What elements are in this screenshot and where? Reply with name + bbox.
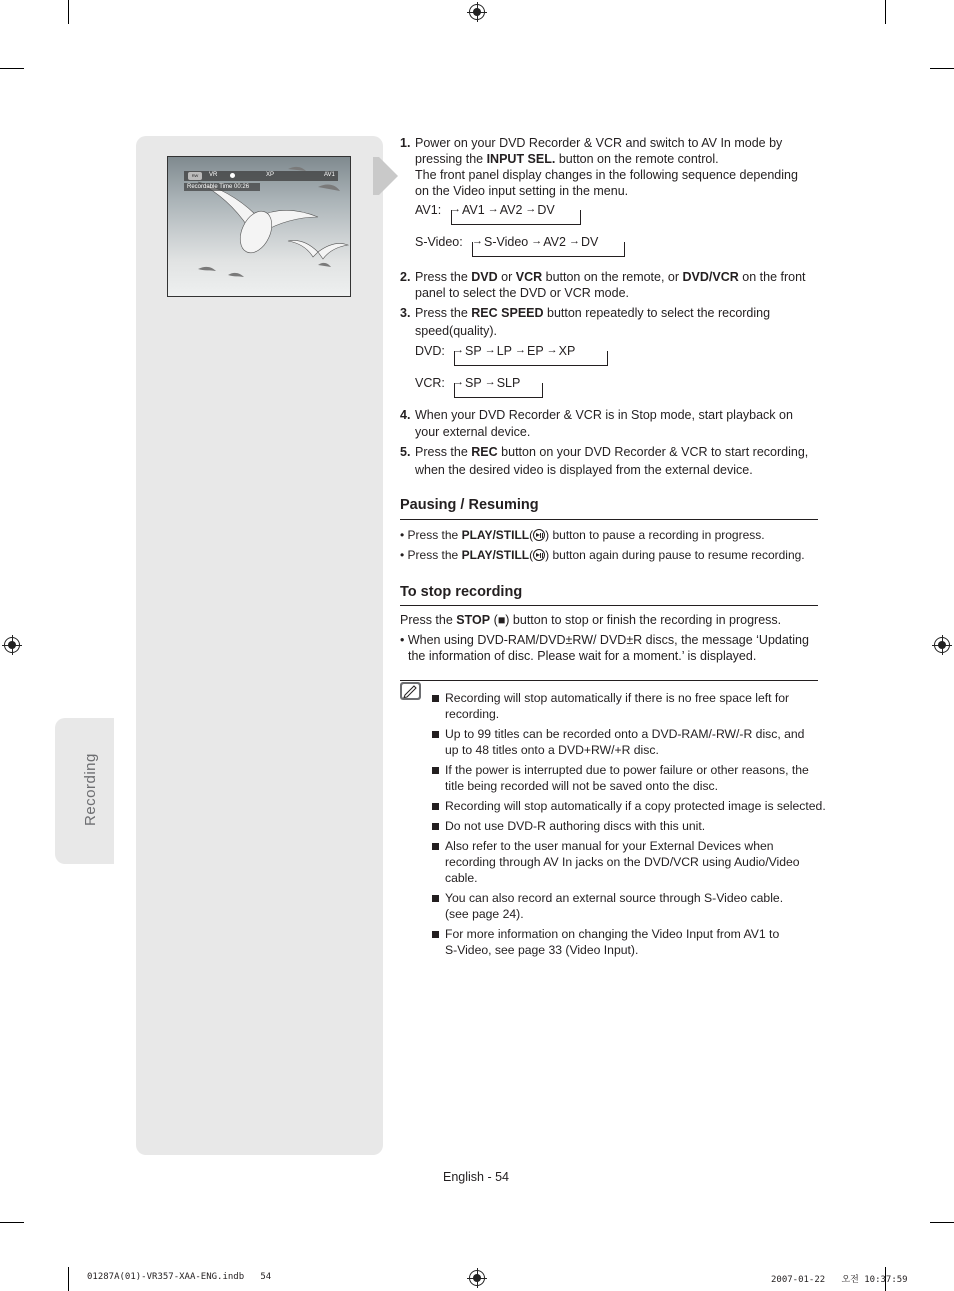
bold-term: DVD/VCR	[682, 270, 739, 284]
section-tab-label: Recording	[82, 753, 99, 826]
sequence-item: LP	[496, 344, 512, 358]
text-run: on the front	[738, 270, 806, 284]
divider	[400, 605, 818, 606]
section-heading-stop: To stop recording	[400, 584, 523, 600]
sequence-item: S-Video	[484, 235, 529, 249]
note-line: Also refer to the user manual for your External Devices when	[445, 839, 774, 853]
sequence-item: XP	[558, 344, 576, 358]
disc-icon: RW	[188, 172, 202, 180]
text-run: button on the remote control.	[555, 152, 719, 166]
pausing-bullet	[400, 527, 765, 543]
crop-mark	[68, 0, 69, 24]
bold-term: ■	[497, 613, 506, 627]
bold-term: INPUT SEL.	[486, 152, 556, 166]
bold-term: STOP	[456, 613, 491, 627]
note-line: Up to 99 titles can be recorded onto a DVD-RAM/-RW/-R disc, and	[445, 727, 805, 741]
step-4-line: When your DVD Recorder & VCR is in Stop mode, start playback on	[415, 408, 793, 422]
step-5-line: when the desired video is displayed from the external device.	[415, 463, 753, 477]
arrow-icon: →	[484, 376, 496, 388]
text-run: Power on your DVD Recorder & VCR and switch to AV In mode by	[415, 136, 783, 150]
footer-file-name: 01287A(01)-VR357-XAA-ENG.indb 54	[87, 1272, 272, 1282]
sequence-item: DV	[537, 203, 555, 217]
bold-term: REC SPEED	[471, 306, 544, 320]
divider	[400, 680, 818, 681]
bold-term: PLAY/STILL	[461, 548, 530, 562]
tv-screen-illustration	[167, 156, 351, 297]
text-run: (	[490, 613, 498, 627]
note-item	[432, 838, 827, 886]
sequence-item: SLP	[496, 376, 521, 390]
arrow-icon: →	[487, 203, 499, 215]
note-line: Do not use DVD-R authoring discs with this unit.	[445, 819, 706, 833]
crop-mark	[0, 68, 24, 69]
registration-mark-icon	[934, 637, 950, 653]
text-run: button on your DVD Recorder & VCR to start recording,	[497, 445, 809, 459]
arrow-icon: →	[453, 376, 464, 388]
note-line: S-Video, see page 33 (Video Input).	[445, 943, 639, 957]
crop-mark	[930, 1222, 954, 1223]
note-line: Recording will stop automatically if a copy protected image is selected.	[445, 799, 826, 813]
play-still-icon	[533, 529, 545, 541]
note-line: recording through AV In jacks on the DVD/VCR using Audio/Video	[445, 855, 800, 869]
loop-bracket	[454, 351, 608, 366]
note-item	[432, 890, 827, 922]
bullet-square-icon	[432, 843, 439, 850]
notes-list	[432, 690, 827, 962]
crop-mark	[885, 0, 886, 24]
arrow-icon: →	[472, 235, 483, 247]
bold-term: PLAY/STILL	[461, 528, 530, 542]
text-run: pressing the	[415, 152, 487, 166]
arrow-icon: →	[450, 203, 461, 215]
registration-mark-icon	[4, 637, 20, 653]
text-run: The front panel display changes in the following sequence depending	[415, 168, 798, 182]
step-2-line	[415, 269, 830, 285]
text-run: • Press the	[400, 548, 462, 562]
text-run: • Press the	[400, 528, 462, 542]
text-run: (	[529, 548, 534, 562]
note-line: You can also record an external source through S-Video cable.	[445, 891, 784, 905]
note-item	[432, 926, 827, 958]
seq-vcr	[415, 376, 445, 390]
play-still-icon	[533, 549, 545, 561]
note-pencil-icon	[400, 682, 421, 700]
stop-text	[400, 612, 781, 628]
page-number: English - 54	[443, 1170, 510, 1184]
text-run: Press the	[415, 270, 472, 284]
step-1-line	[415, 183, 830, 199]
step-number: 4.	[400, 408, 411, 422]
text-run: Press the	[400, 613, 457, 627]
step-1-line	[415, 151, 830, 167]
seq-av1	[415, 203, 441, 217]
bold-term: VCR	[515, 270, 543, 284]
text-run: button repeatedly to select the recording	[543, 306, 771, 320]
osd-bar	[184, 171, 338, 181]
bullet-square-icon	[432, 823, 439, 830]
step-1-line	[415, 135, 830, 151]
osd-mode: VR	[209, 172, 218, 178]
arrow-icon: →	[514, 344, 526, 356]
note-line: up to 48 titles onto a DVD+RW/+R disc.	[445, 743, 659, 757]
step-3-line	[415, 305, 770, 321]
note-line: recording.	[445, 707, 500, 721]
sequence-item: DV	[580, 235, 599, 249]
crop-mark	[930, 68, 954, 69]
stop-bullet: • When using DVD-RAM/DVD±RW/ DVD±R discs, the message ‘Updating	[400, 633, 809, 647]
text-run: ) button to stop or finish the recording in progress.	[505, 613, 782, 627]
note-item	[432, 818, 827, 834]
seq-label: AV1:	[415, 203, 442, 217]
sequence-item: AV2	[543, 235, 566, 249]
bullet-square-icon	[432, 931, 439, 938]
sequence-item: AV2	[499, 203, 523, 217]
loop-bracket	[451, 210, 581, 225]
crop-mark	[68, 1267, 69, 1291]
arrow-icon: →	[453, 344, 464, 356]
note-line: If the power is interrupted due to power failure or other reasons, the	[445, 763, 809, 777]
loop-bracket	[472, 242, 625, 257]
text-run: on the Video input setting in the menu.	[415, 184, 629, 198]
arrow-icon: →	[525, 203, 537, 215]
text-run: Press the	[415, 306, 472, 320]
text-run: or	[497, 270, 516, 284]
arrow-icon: →	[568, 235, 580, 247]
note-item	[432, 798, 827, 814]
note-item	[432, 726, 827, 758]
text-run: ) button to pause a recording in progress.	[545, 528, 765, 542]
divider	[400, 519, 818, 520]
text-run: button on the remote, or	[542, 270, 683, 284]
sequence-item: SP	[465, 376, 482, 390]
sequence-item: EP	[526, 344, 544, 358]
bullet-square-icon	[432, 695, 439, 702]
step-4-line: your external device.	[415, 425, 531, 439]
bullet-square-icon	[432, 731, 439, 738]
bold-term: REC	[471, 445, 498, 459]
loop-bracket	[454, 383, 543, 398]
step-number: 1.	[400, 136, 411, 150]
step-number: 5.	[400, 445, 411, 459]
sequence-item: SP	[465, 344, 482, 358]
step-5-line	[415, 444, 808, 460]
pausing-bullet	[400, 547, 805, 563]
bullet-square-icon	[432, 895, 439, 902]
footer-timestamp: 2007-01-22 오전 10:37:59	[771, 1275, 908, 1285]
text-run: Press the	[415, 445, 472, 459]
stop-bullet: the information of disc. Please wait for a moment.’ is displayed.	[408, 649, 757, 663]
osd-recordable-time: Recordable Time 00:26	[184, 183, 260, 191]
bullet-square-icon	[432, 803, 439, 810]
step-3-line: speed(quality).	[415, 324, 497, 338]
arrow-icon: →	[531, 235, 543, 247]
osd-input: AV1	[324, 172, 335, 178]
record-icon	[230, 173, 235, 178]
section-heading-pausing: Pausing / Resuming	[400, 497, 539, 513]
osd-quality: XP	[266, 172, 275, 178]
arrow-icon: →	[546, 344, 558, 356]
text-run: ) button again during pause to resume recording.	[545, 548, 805, 562]
note-line: (see page 24).	[445, 907, 524, 921]
step-1-line	[415, 167, 830, 183]
arrow-icon: →	[484, 344, 496, 356]
step-1-text	[415, 135, 830, 199]
step-number: 3.	[400, 306, 411, 320]
bold-term: DVD	[471, 270, 498, 284]
note-line: title being recorded will not be saved onto the disc.	[445, 779, 719, 793]
seq-dvd	[415, 344, 445, 358]
seq-label: VCR:	[415, 376, 445, 390]
text-run: (	[529, 528, 534, 542]
note-line: Recording will stop automatically if there is no free space left for	[445, 691, 790, 705]
sequence-item: AV1	[462, 203, 485, 217]
seq-label: DVD:	[415, 344, 445, 358]
note-line: cable.	[445, 871, 478, 885]
note-item	[432, 690, 827, 722]
crop-mark	[0, 1222, 24, 1223]
seq-label: S-Video:	[415, 235, 463, 249]
note-item	[432, 762, 827, 794]
registration-mark-icon	[469, 4, 485, 20]
step-2-line: panel to select the DVD or VCR mode.	[415, 286, 629, 300]
seq-svideo	[415, 235, 463, 249]
pointer-arrow-icon	[373, 157, 398, 195]
note-line: For more information on changing the Video Input from AV1 to	[445, 927, 780, 941]
registration-mark-icon	[469, 1270, 485, 1286]
step-number: 2.	[400, 270, 411, 284]
bullet-square-icon	[432, 767, 439, 774]
